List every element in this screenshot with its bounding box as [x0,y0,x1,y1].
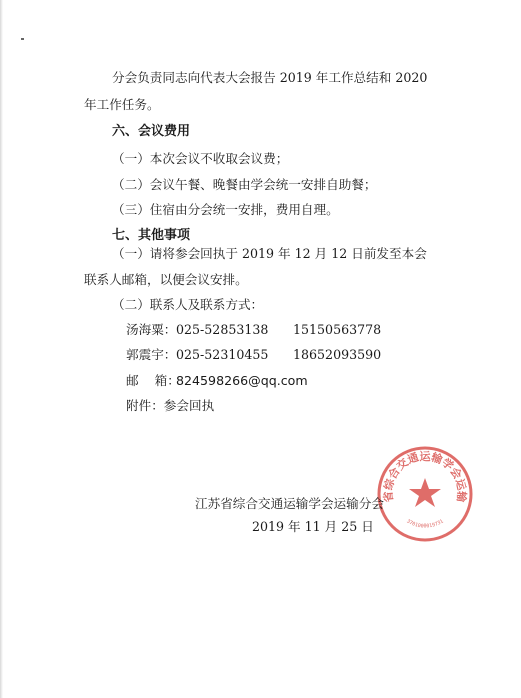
section-6-heading: 六、会议费用 [112,124,191,139]
section-7-item-2: （二）联系人及联系方式： [112,297,264,312]
intro-line-1: 分会负责同志向代表大会报告 2019 年工作总结和 2020 [112,70,428,85]
email-label: 邮 箱： [126,373,180,388]
svg-text:江苏省综合交通运输学会运输分会: 省综合交通运输学会运输 [381,449,469,503]
contact-row-2 [126,347,381,363]
section-6-item-1: （一）本次会议不收取会议费； [112,151,289,166]
contact-phone: 025-52853138 [176,322,269,337]
official-seal [375,444,475,544]
seal-stamp-icon [375,444,475,544]
svg-text:3701000019731: 3701000019731 [405,518,445,530]
section-6-item-2: （二）会议午餐、晚餐由学会统一安排自助餐； [112,177,377,192]
contact-row-1 [126,322,381,338]
contact-name: 汤海粟： [126,322,177,337]
contact-mobile: 18652093590 [293,347,382,362]
contact-name: 郭震宇： [126,347,177,362]
signature-org: 江苏省综合交通运输学会运输分会 [195,496,384,511]
attachment-line: 附件：参会回执 [126,398,215,413]
scan-edge [0,0,3,698]
section-6-item-3: （三）住宿由分会统一安排，费用自理。 [112,202,339,217]
email-value: 824598266@qq.com [176,373,308,388]
email-row [126,373,308,389]
section-7-heading: 七、其他事项 [112,228,191,243]
intro-line-2: 年工作任务。 [84,97,160,112]
scan-mark [21,38,24,40]
section-7-item-1-line-2: 联系人邮箱，以便会议安排。 [84,272,248,287]
section-7-item-1-line-1: （一）请将参会回执于 2019 年 12 月 12 日前发至本会 [112,246,427,261]
contact-mobile: 15150563778 [293,322,382,337]
contact-phone: 025-52310455 [176,347,269,362]
signature-date: 2019 年 11 月 25 日 [252,519,374,534]
